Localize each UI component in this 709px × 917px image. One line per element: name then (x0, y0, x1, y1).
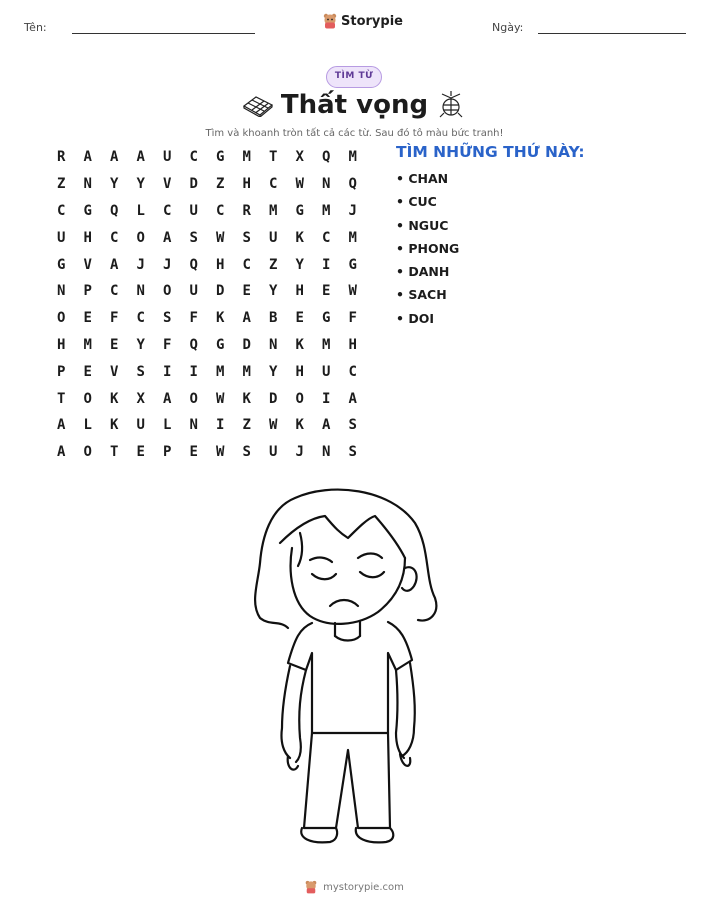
word-list (396, 171, 459, 334)
name-label: Tên: (24, 21, 47, 34)
grid-cell: K (242, 390, 251, 407)
mirror-ball-icon (438, 90, 464, 120)
grid-cell: A (348, 390, 357, 407)
grid-row (48, 332, 368, 359)
list-item: • DANH (396, 264, 450, 280)
grid-cell: M (216, 363, 225, 380)
grid-cell: Z (57, 176, 66, 193)
grid-cell: Y (136, 336, 145, 353)
grid-cell: P (83, 283, 92, 300)
grid-cell: Q (322, 149, 331, 166)
grid-cell: F (348, 310, 357, 327)
grid-cell: A (163, 229, 172, 246)
grid-cell: A (242, 310, 251, 327)
date-label: Ngày: (492, 21, 524, 34)
grid-cell: K (295, 417, 304, 434)
grid-cell: P (163, 444, 172, 461)
grid-cell: J (163, 256, 172, 273)
grid-cell: Q (110, 202, 119, 219)
list-item: • NGUC (396, 217, 449, 233)
grid-cell: V (110, 363, 119, 380)
date-write-line (538, 33, 686, 34)
grid-cell: G (216, 336, 225, 353)
grid-cell: M (348, 229, 357, 246)
grid-cell: Q (189, 336, 198, 353)
grid-cell: L (163, 417, 172, 434)
grid-cell: T (269, 149, 278, 166)
grid-cell: G (57, 256, 66, 273)
grid-cell: K (295, 229, 304, 246)
grid-cell: N (189, 417, 198, 434)
grid-row (48, 385, 368, 412)
grid-cell: D (216, 283, 225, 300)
grid-cell: F (163, 336, 172, 353)
name-write-line (72, 33, 255, 34)
grid-cell: G (348, 256, 357, 273)
grid-cell: C (110, 229, 119, 246)
grid-row (48, 144, 368, 171)
grid-cell: G (322, 310, 331, 327)
grid-cell: E (322, 283, 331, 300)
grid-cell: W (216, 229, 225, 246)
grid-cell: N (57, 283, 66, 300)
grid-cell: D (242, 336, 251, 353)
grid-cell: N (83, 176, 92, 193)
grid-cell: S (136, 363, 145, 380)
grid-cell: A (83, 149, 92, 166)
grid-cell: I (322, 256, 331, 273)
list-item: • SACH (396, 287, 447, 303)
grid-cell: I (216, 417, 225, 434)
grid-cell: E (83, 310, 92, 327)
grid-cell: J (136, 256, 145, 273)
grid-row (48, 171, 368, 198)
grid-cell: S (242, 229, 251, 246)
grid-cell: J (348, 202, 357, 219)
grid-cell: U (57, 229, 66, 246)
grid-cell: C (242, 256, 251, 273)
grid-cell: S (242, 444, 251, 461)
grid-cell: U (189, 283, 198, 300)
grid-cell: G (216, 149, 225, 166)
grid-cell: I (189, 363, 198, 380)
word-search-grid (48, 144, 368, 466)
grid-cell: H (216, 256, 225, 273)
grid-cell: E (242, 283, 251, 300)
grid-cell: P (57, 363, 66, 380)
grid-row (48, 251, 368, 278)
grid-cell: R (57, 149, 66, 166)
grid-cell: C (136, 310, 145, 327)
grid-cell: Q (189, 256, 198, 273)
grid-cell: U (269, 229, 278, 246)
grid-cell: G (295, 202, 304, 219)
grid-row (48, 224, 368, 251)
grid-cell: M (322, 202, 331, 219)
list-item: • CHAN (396, 171, 449, 186)
grid-cell: K (110, 390, 119, 407)
brand-name: Storypie (341, 13, 403, 29)
grid-row (48, 439, 368, 466)
sad-girl-coloring-illustration (240, 488, 450, 853)
instructions: Tìm và khoanh tròn tất cả các từ. Sau đó tô màu bức tranh! (205, 128, 504, 139)
grid-cell: O (83, 444, 92, 461)
grid-cell: R (242, 202, 251, 219)
grid-cell: D (269, 390, 278, 407)
grid-cell: O (163, 283, 172, 300)
grid-cell: Y (269, 363, 278, 380)
grid-cell: N (269, 336, 278, 353)
grid-cell: M (322, 336, 331, 353)
grid-cell: E (189, 444, 198, 461)
grid-cell: W (295, 176, 304, 193)
footer-url: mystorypie.com (323, 881, 404, 893)
grid-row (48, 358, 368, 385)
grid-cell: M (269, 202, 278, 219)
grid-row (48, 278, 368, 305)
grid-cell: V (83, 256, 92, 273)
grid-cell: Z (242, 417, 251, 434)
grid-cell: A (110, 256, 119, 273)
grid-cell: A (110, 149, 119, 166)
grid-cell: B (269, 310, 278, 327)
grid-cell: W (269, 417, 278, 434)
grid-cell: K (295, 336, 304, 353)
grid-cell: C (348, 363, 357, 380)
grid-cell: X (295, 149, 304, 166)
grid-cell: E (110, 336, 119, 353)
grid-cell: A (322, 417, 331, 434)
storypie-bear-icon (323, 13, 337, 29)
grid-cell: A (163, 390, 172, 407)
grid-cell: O (189, 390, 198, 407)
grid-cell: A (136, 149, 145, 166)
grid-cell: N (322, 444, 331, 461)
grid-cell: O (136, 229, 145, 246)
footer (0, 880, 709, 894)
grid-cell: M (348, 149, 357, 166)
grid-cell: M (242, 363, 251, 380)
grid-cell: F (110, 310, 119, 327)
brand (323, 13, 403, 29)
grid-cell: W (216, 390, 225, 407)
grid-cell: U (269, 444, 278, 461)
grid-cell: W (348, 283, 357, 300)
grid-cell: T (57, 390, 66, 407)
grid-cell: N (136, 283, 145, 300)
grid-cell: A (57, 444, 66, 461)
list-item: • DOI (396, 310, 434, 326)
grid-cell: I (163, 363, 172, 380)
grid-cell: U (189, 202, 198, 219)
grid-cell: H (242, 176, 251, 193)
list-item: • PHONG (396, 240, 460, 256)
grid-cell: H (348, 336, 357, 353)
grid-cell: C (189, 149, 198, 166)
grid-cell: O (83, 390, 92, 407)
grid-cell: C (163, 202, 172, 219)
grid-cell: W (216, 444, 225, 461)
grid-cell: S (163, 310, 172, 327)
grid-cell: U (163, 149, 172, 166)
grid-cell: J (295, 444, 304, 461)
grid-cell: G (83, 202, 92, 219)
grid-cell: H (57, 336, 66, 353)
grid-cell: E (295, 310, 304, 327)
storypie-bear-icon (305, 880, 317, 894)
grid-cell: I (322, 390, 331, 407)
grid-cell: T (110, 444, 119, 461)
grid-cell: O (295, 390, 304, 407)
grid-cell: N (322, 176, 331, 193)
grid-cell: C (322, 229, 331, 246)
grid-cell: H (295, 283, 304, 300)
grid-cell: D (189, 176, 198, 193)
grid-cell: S (348, 417, 357, 434)
grid-cell: A (57, 417, 66, 434)
word-list-title: TÌM NHỮNG THỨ NÀY: (396, 143, 585, 161)
grid-cell: C (110, 283, 119, 300)
grid-row (48, 305, 368, 332)
grid-row (48, 412, 368, 439)
grid-cell: M (242, 149, 251, 166)
grid-cell: Q (348, 176, 357, 193)
grid-cell: S (348, 444, 357, 461)
grid-cell: Y (110, 176, 119, 193)
activity-badge: TÌM TỪ (326, 66, 382, 88)
grid-cell: U (322, 363, 331, 380)
page-title: Thất vọng (280, 90, 429, 120)
grid-cell: M (83, 336, 92, 353)
grid-cell: S (189, 229, 198, 246)
grid-cell: L (83, 417, 92, 434)
grid-cell: U (136, 417, 145, 434)
grid-cell: Z (269, 256, 278, 273)
grid-cell: E (136, 444, 145, 461)
grid-cell: K (110, 417, 119, 434)
grid-cell: V (163, 176, 172, 193)
list-item: • CUC (396, 194, 437, 210)
grid-cell: Z (216, 176, 225, 193)
grid-cell: C (269, 176, 278, 193)
grid-row (48, 198, 368, 225)
grid-cell: L (136, 202, 145, 219)
grid-cell: F (189, 310, 198, 327)
grid-cell: O (57, 310, 66, 327)
grid-cell: E (83, 363, 92, 380)
grid-cell: H (295, 363, 304, 380)
grid-cell: C (57, 202, 66, 219)
grid-cell: C (216, 202, 225, 219)
grid-cell: X (136, 390, 145, 407)
grid-cell: Y (269, 283, 278, 300)
grid-cell: H (83, 229, 92, 246)
grid-cell: Y (136, 176, 145, 193)
grid-cell: Y (295, 256, 304, 273)
grid-cell: K (216, 310, 225, 327)
